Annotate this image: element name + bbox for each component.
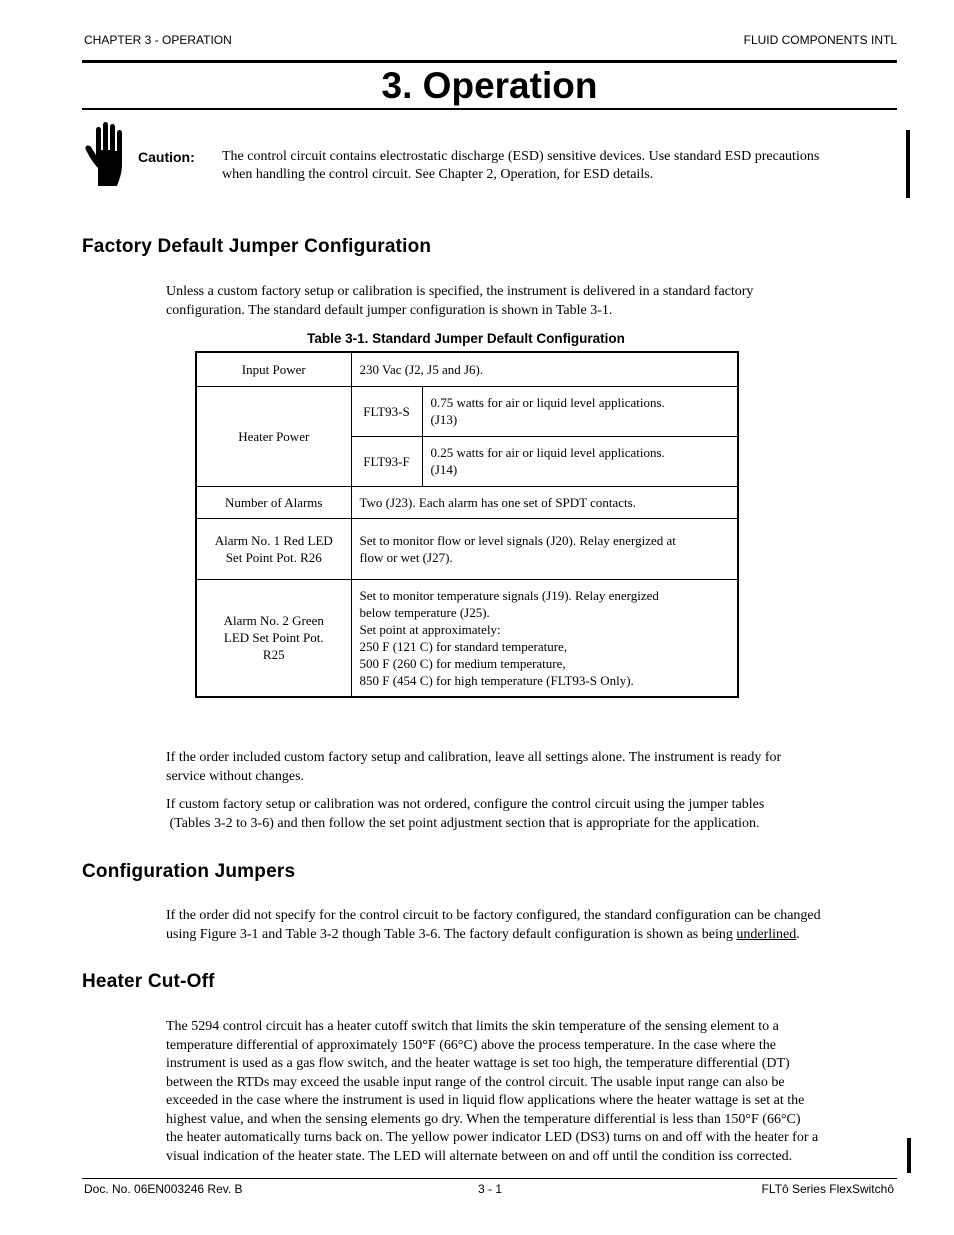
heater-cutoff-paragraph	[166, 1018, 906, 1166]
cell-alarms-value: Two (J23). Each alarm has one set of SPDT contacts.	[351, 486, 738, 518]
cell-alarms-label: Number of Alarms	[196, 486, 351, 518]
text-line: configuration. The standard default jumper configuration is shown in Table 3-1.	[166, 302, 613, 318]
text-line: 0.75 watts for air or liquid level applications.	[430, 395, 665, 410]
header-company: FLUID COMPONENTS INTL	[743, 33, 897, 47]
table-row	[196, 386, 738, 436]
text-line: 850 F (454 C) for high temperature (FLT93-S Only).	[359, 672, 634, 688]
text-line: temperature differential of approximately 150°F (66°C) above the process temperature. In the case where the	[166, 1037, 776, 1053]
text-line: visual indication of the heater state. The LED will alternate between on and off until the condition iss corrected.	[166, 1148, 793, 1164]
text-line: Set to monitor flow or level signals (J20). Relay energized at	[359, 532, 676, 548]
text-line: highest value, and when the sensing elements go dry. When the temperature differential is less than 150°F (66°C)	[166, 1111, 801, 1127]
table-row	[196, 486, 738, 518]
text-line: Unless a custom factory setup or calibration is specified, the instrument is delivered in a standard factory	[166, 284, 754, 299]
text-line: The 5294 control circuit has a heater cutoff switch that limits the skin temperature of the sensing element to a	[166, 1019, 779, 1034]
table-row	[196, 518, 738, 579]
text-line: service without changes.	[166, 768, 305, 784]
text-line: Alarm No. 2 Green	[223, 613, 324, 629]
text-line: R25	[262, 647, 285, 663]
text-line: below temperature (J25).	[359, 604, 490, 620]
footer-page-number: 3 - 1	[477, 1182, 502, 1196]
section-heading-heater-cutoff: Heater Cut-Off	[82, 971, 215, 992]
caution-label: Caution:	[138, 149, 195, 165]
text-line: instrument is used as a gas flow switch, and the heater wattage is set too high, the temperature differential (DT)	[166, 1056, 790, 1071]
factory-default-intro	[166, 283, 898, 320]
section-heading-config-jumpers: Configuration Jumpers	[82, 861, 296, 882]
title-rule	[82, 108, 897, 110]
text-line: Set to monitor temperature signals (J19). Relay energized	[359, 587, 659, 603]
change-bar	[907, 1138, 911, 1173]
hand-stop-icon	[84, 122, 134, 188]
text-line: (Tables 3-2 to 3-6) and then follow the set point adjustment section that is appropriate for the application.	[166, 815, 760, 831]
text-line: Set Point Pot. R26	[225, 549, 322, 565]
jumper-default-table	[195, 351, 739, 698]
cell-heater-f-value	[422, 436, 738, 486]
factory-default-after-2	[166, 796, 898, 833]
cell-input-power-value: 230 Vac (J2, J5 and J6).	[351, 352, 738, 386]
underlined-text: underlined	[736, 926, 797, 942]
text-line: between the RTDs may exceed the usable input range of the control circuit. The usable input range can also be	[166, 1074, 785, 1090]
text-span: using Figure 3-1 and Table 3-2 though Table 3-6. The factory default configuration is shown as being	[166, 926, 737, 942]
text-line: the heater automatically turns back on. The yellow power indicator LED (DS3) turns on and off with the heater for a	[166, 1130, 819, 1145]
caution-line: when handling the control circuit. See Chapter 2, Operation, for ESD details.	[222, 167, 654, 182]
text-line: Set point at approximately:	[359, 621, 501, 637]
cell-input-power-label: Input Power	[196, 352, 351, 386]
cell-heater-f-model: FLT93-F	[351, 436, 422, 486]
config-jumpers-paragraph	[166, 907, 906, 944]
cell-heater-power-label: Heater Power	[196, 386, 351, 486]
change-bar	[906, 130, 910, 198]
header-chapter: CHAPTER 3 - OPERATION	[84, 33, 232, 47]
text-span: .	[796, 926, 800, 942]
section-heading-factory-default: Factory Default Jumper Configuration	[82, 236, 432, 257]
text-line: (J13)	[430, 412, 458, 427]
cell-heater-s-value	[422, 386, 738, 436]
header-rule	[82, 60, 897, 63]
page-title: 3. Operation	[381, 65, 598, 106]
cell-alarm1-label	[196, 518, 351, 579]
text-line: If the order did not specify for the control circuit to be factory configured, the standard configuration can be changed	[166, 908, 821, 923]
cell-alarm2-value	[351, 579, 738, 697]
text-line: 250 F (121 C) for standard temperature,	[359, 638, 568, 654]
text-line: 0.25 watts for air or liquid level applications.	[430, 445, 665, 460]
table-row	[196, 352, 738, 386]
factory-default-after-1	[166, 749, 898, 786]
caution-line: The control circuit contains electrostatic discharge (ESD) sensitive devices. Use standard ESD precautions	[222, 149, 820, 164]
text-line: LED Set Point Pot.	[223, 630, 324, 646]
text-line: 500 F (260 C) for medium temperature,	[359, 655, 566, 671]
text-line: If custom factory setup or calibration was not ordered, configure the control circuit using the jumper tables	[166, 797, 765, 812]
cell-alarm1-value	[351, 518, 738, 579]
cell-alarm2-label	[196, 579, 351, 697]
footer-product: FLTô Series FlexSwitchô	[761, 1182, 894, 1196]
caution-text	[222, 148, 897, 184]
footer-rule	[82, 1178, 897, 1179]
footer-doc-number: Doc. No. 06EN003246 Rev. B	[84, 1182, 243, 1196]
text-line: exceeded in the case where the instrument is used in liquid flow applications where the heater wattage is set at the	[166, 1093, 805, 1108]
table-caption: Table 3-1. Standard Jumper Default Configuration	[307, 331, 625, 346]
cell-heater-s-model: FLT93-S	[351, 386, 422, 436]
table-row	[196, 579, 738, 697]
text-line: If the order included custom factory setup and calibration, leave all settings alone. The instrument is ready for	[166, 750, 782, 765]
text-line	[166, 926, 906, 945]
text-line: flow or wet (J27).	[359, 549, 453, 565]
text-line: Alarm No. 1 Red LED	[214, 532, 333, 548]
text-line: (J14)	[430, 462, 458, 477]
